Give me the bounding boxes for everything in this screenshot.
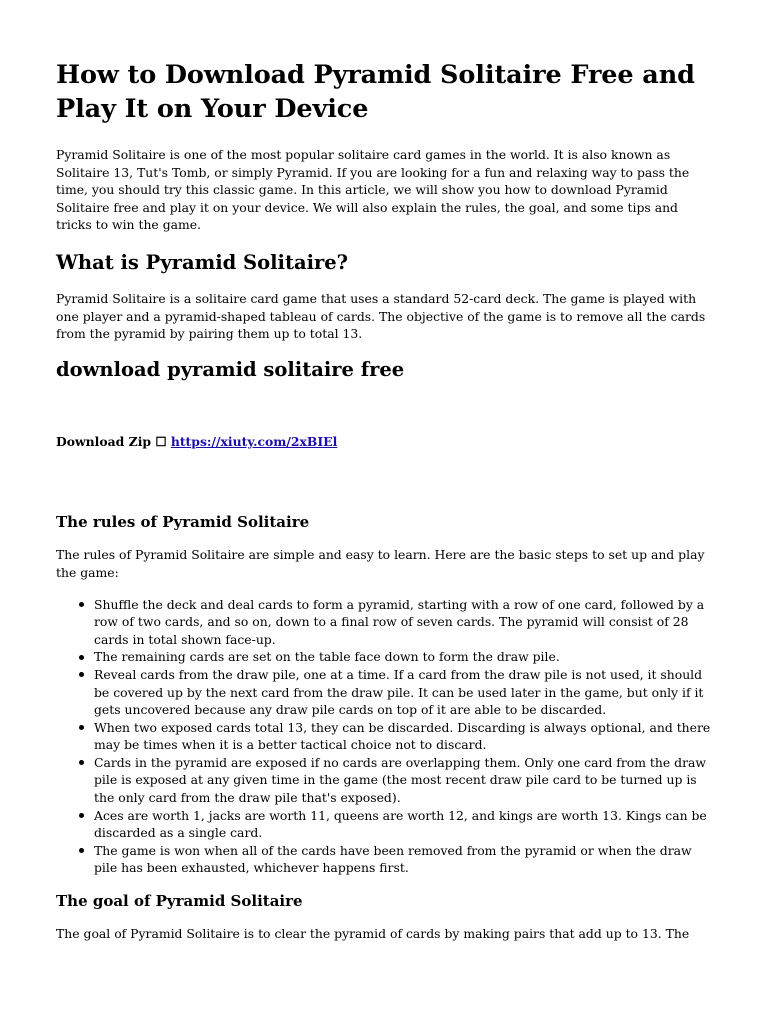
document-page — [56, 58, 716, 943]
section-heading-what-is: What is Pyramid Solitaire? — [56, 250, 349, 274]
download-label: Download Zip ☐ — [56, 433, 167, 449]
download-line — [56, 433, 716, 451]
section-heading-goal: The goal of Pyramid Solitaire — [56, 892, 303, 911]
list-item: Cards in the pyramid are exposed if no cards are overlapping them. Only one card from the draw pile is exposed at any given time in the game (the most recent draw pile card to be turned up is the only card from the draw pile that's exposed). — [94, 754, 716, 807]
rules-list — [56, 596, 716, 878]
rules-intro-paragraph: The rules of Pyramid Solitaire are simple and easy to learn. Here are the basic steps to set up and play the game: — [56, 547, 705, 580]
section-heading-download: download pyramid solitaire free — [56, 357, 405, 381]
list-item: The remaining cards are set on the table face down to form the draw pile. — [94, 648, 716, 666]
download-link[interactable]: https://xiuty.com/2xBIEl — [170, 433, 338, 449]
page-title: How to Download Pyramid Solitaire Free and Play It on Your Device — [56, 60, 695, 124]
list-item: Shuffle the deck and deal cards to form a pyramid, starting with a row of one card, followed by a row of two cards, and so on, down to a final row of seven cards. The pyramid will consist of 28 cards in total shown face-up. — [94, 596, 716, 649]
list-item: The game is won when all of the cards have been removed from the pyramid or when the draw pile has been exhausted, whichever happens first. — [94, 842, 716, 877]
goal-paragraph: The goal of Pyramid Solitaire is to clear the pyramid of cards by making pairs that add up to 13. The — [56, 926, 690, 942]
section-heading-rules: The rules of Pyramid Solitaire — [56, 513, 310, 532]
list-item: Reveal cards from the draw pile, one at a time. If a card from the draw pile is not used, it should be covered up by the next card from the draw pile. It can be used later in the game, but only if it gets uncovered because any draw pile cards on top of it are able to be discarded. — [94, 666, 716, 719]
list-item: When two exposed cards total 13, they can be discarded. Discarding is always optional, and there may be times when it is a better tactical choice not to discard. — [94, 719, 716, 754]
intro-paragraph: Pyramid Solitaire is one of the most popular solitaire card games in the world. It is also known as Solitaire 13, Tut's Tomb, or simply Pyramid. If you are looking for a fun and relaxing way to pass the time, you should try this classic game. In this article, we will show you how to download Pyramid Solitaire free and play it on your device. We will also explain the rules, the goal, and some tips and tricks to win the game. — [56, 147, 690, 233]
what-is-paragraph: Pyramid Solitaire is a solitaire card game that uses a standard 52-card deck. The game is played with one player and a pyramid-shaped tableau of cards. The objective of the game is to remove all the cards from the pyramid by pairing them up to total 13. — [56, 290, 706, 342]
list-item: Aces are worth 1, jacks are worth 11, queens are worth 12, and kings are worth 13. Kings can be discarded as a single card. — [94, 807, 716, 842]
